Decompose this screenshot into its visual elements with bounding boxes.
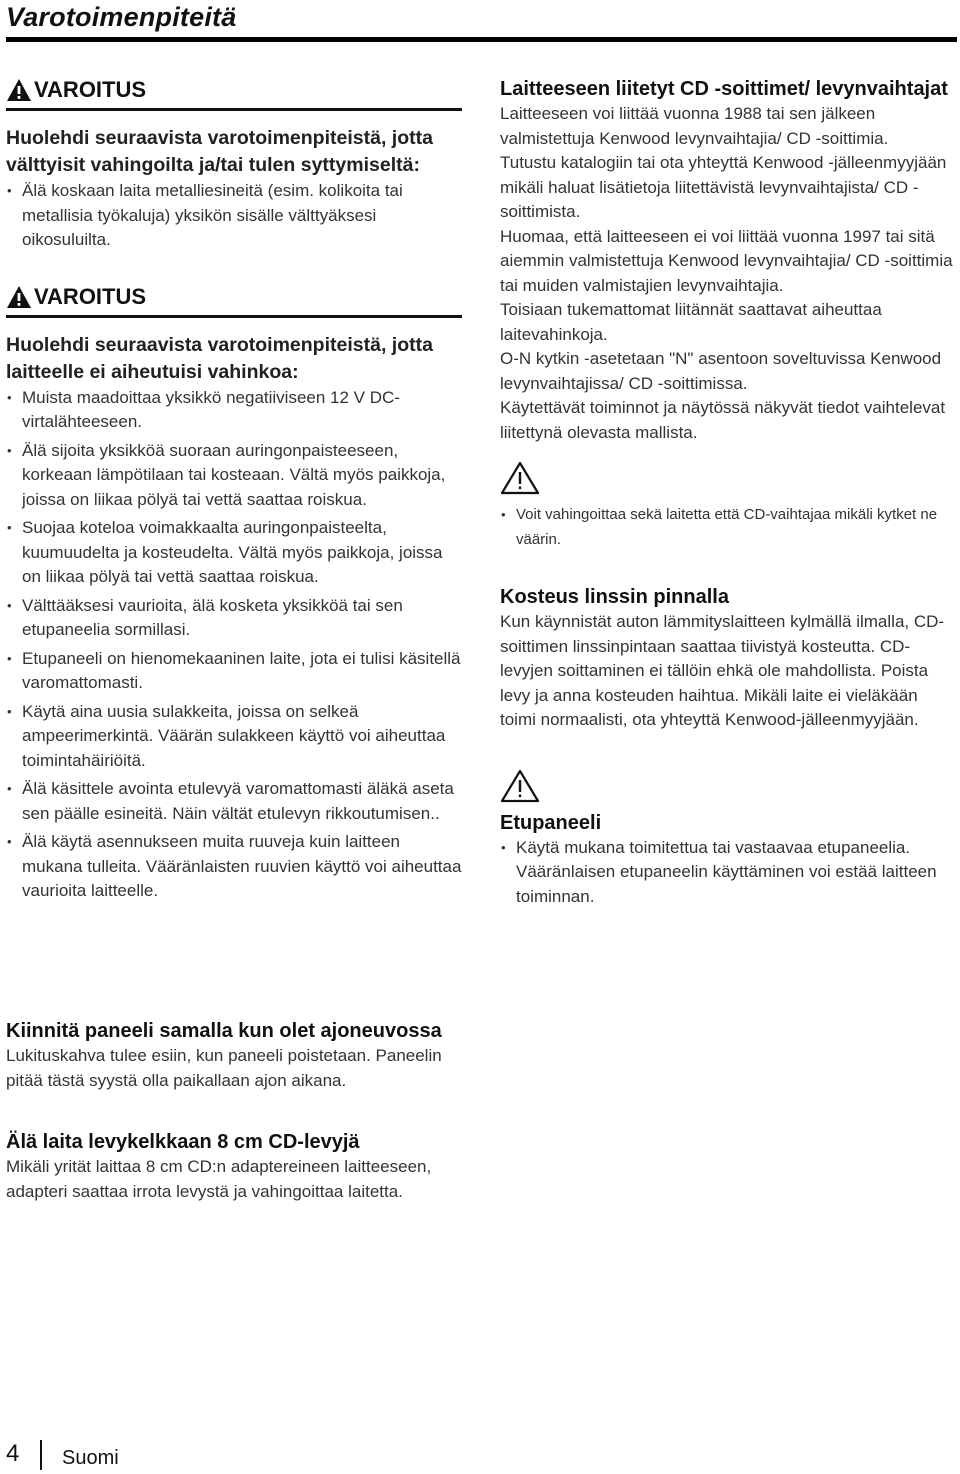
warning-rule: [6, 108, 462, 111]
paragraph: Toisiaan tukemattomat liitännät saattavat aiheuttaa laitevahinkoja.: [500, 300, 882, 344]
paragraph: Käytettävät toiminnot ja näytössä näkyvät tiedot vaihtelevat liitettynä olevasta mallista.: [500, 398, 946, 442]
right-column: [500, 76, 958, 913]
list-item: • Muista maadoittaa yksikkö negatiiviseen 12 V DC-virtalähteeseen.: [6, 386, 462, 435]
list-item: • Älä käytä asennukseen muita ruuveja kuin laitteen mukana tulleita. Vääränlaisten ruuvien käyttö voi aiheuttaa vaurioita laitteelle.: [6, 830, 462, 904]
cd8-section: [6, 1129, 462, 1204]
caution-bullets: [500, 502, 958, 552]
warning-block-1: [6, 76, 462, 253]
section-text: Kun käynnistät auton lämmityslaitteen kylmällä ilmalla, CD-soittimen linssinpintaan saattaa tiivistyä kosteutta. CD-levyjen soittaminen ei tällöin ehkä ole mahdollista. Poista levy ja anna kosteuden haihtua. Mikäli laite ei vieläkään toimi normaalisti, ota yhteyttä Kenwood-jälleenmyyjään.: [500, 612, 945, 729]
caution-block: [500, 461, 958, 552]
footer-separator: [40, 1440, 42, 1470]
section-heading: Laitteeseen liitetyt CD -soittimet/ levynvaihtajat: [500, 78, 948, 100]
list-item: • Välttääksesi vaurioita, älä kosketa yksikköä tai sen etupaneelia sormillasi.: [6, 594, 462, 643]
left-column: [6, 76, 462, 908]
warning-rule: [6, 315, 462, 318]
page-number: 4: [6, 1440, 20, 1467]
paragraph: O-N kytkin -asetetaan "N" asentoon soveltuvissa Kenwood levynvaihtajissa/ CD -soittimissa.: [500, 349, 942, 393]
faceplate-section: [500, 769, 958, 910]
list-item: • Älä koskaan laita metalliesineitä (esim. kolikoita tai metallisia työkaluja) yksikön sisälle välttyäksesi oikosuluilta.: [6, 179, 462, 253]
section-text: Lukituskahva tulee esiin, kun paneeli poistetaan. Paneelin pitää tästä syystä olla paikallaan ajon aikana.: [6, 1046, 442, 1090]
warning-triangle-icon: [6, 285, 32, 309]
list-item: • Älä käsittele avointa etulevyä varomattomasti äläkä aseta sen päälle esineitä. Näin vältät etulevyn rikkoutumisen..: [6, 777, 462, 826]
panel-section: [6, 1018, 462, 1093]
section-heading: Älä laita levykelkkaan 8 cm CD-levyjä: [6, 1131, 360, 1153]
faceplate-bullets: [500, 836, 958, 910]
changer-section: [500, 76, 958, 445]
warning-heading: Huolehdi seuraavista varotoimenpiteistä, jotta laitteelle ei aiheutuisi vahinkoa:: [6, 333, 433, 383]
warning-label: VAROITUS: [34, 283, 147, 309]
list-item: • Etupaneeli on hienomekaaninen laite, jota ei tulisi käsitellä varomattomasti.: [6, 647, 462, 696]
paragraph: Laitteeseen voi liittää vuonna 1988 tai sen jälkeen valmistettuja Kenwood levynvaihtajia/ CD -soittimia.: [500, 104, 889, 148]
warning-header: [6, 283, 462, 311]
list-item: • Suojaa koteloa voimakkaalta auringonpaisteelta, kuumuudelta ja kosteudelta. Vältä myös paikkoja, joissa on liikaa pölyä tai vettä saattaa roiskua.: [6, 516, 462, 590]
paragraph: Tutustu katalogiin tai ota yhteyttä Kenwood -jälleenmyyjään mikäli haluat lisätietoja liitettävistä levynvaihtajista/ CD -soittimista.: [500, 153, 947, 221]
warning-block-2: [6, 283, 462, 904]
paragraph: Huomaa, että laitteeseen ei voi liittää vuonna 1997 tai sitä aiemmin valmistettuja Kenwood levynvaihtajia/ CD -soittimia tai muiden valmistajien levynvaihtajia.: [500, 226, 953, 295]
list-item: • Älä sijoita yksikköä suoraan auringonpaisteeseen, korkeaan lämpötilaan tai kosteaan. Vältä myös paikkoja, joissa on liikaa pölyä tai vettä saattaa roiskua.: [6, 439, 462, 513]
warning-bullets: [6, 386, 462, 904]
bottom-left-column: [6, 1018, 462, 1204]
list-item: • Käytä mukana toimitettua tai vastaavaa etupaneelia. Vääränlaisen etupaneelin käyttäminen voi estää laitteen toiminnan.: [500, 836, 958, 910]
warning-header: [6, 76, 462, 104]
section-heading: Etupaneeli: [500, 811, 602, 834]
title-rule: [6, 37, 957, 42]
caution-triangle-icon: [500, 482, 540, 499]
footer-language: Suomi: [62, 1447, 119, 1469]
warning-bullets: [6, 179, 462, 253]
section-heading: Kiinnitä paneeli samalla kun olet ajoneuvossa: [6, 1020, 442, 1042]
list-item: • Voit vahingoittaa sekä laitetta että CD-vaihtajaa mikäli kytket ne väärin.: [500, 502, 958, 552]
list-item: • Käytä aina uusia sulakkeita, joissa on selkeä ampeerimerkintä. Väärän sulakkeen käyttö voi aiheuttaa toimintahäiriöitä.: [6, 700, 462, 774]
section-heading: Kosteus linssin pinnalla: [500, 586, 729, 608]
caution-triangle-icon: [500, 790, 540, 807]
page-title: Varotoimenpiteitä: [6, 2, 237, 32]
moisture-section: [500, 584, 958, 733]
warning-heading: Huolehdi seuraavista varotoimenpiteistä, jotta välttyisit vahingoilta ja/tai tulen syttymiseltä:: [6, 127, 433, 176]
section-text: Mikäli yrität laittaa 8 cm CD:n adaptereineen laitteeseen, adapteri saattaa irrota levystä ja vahingoittaa laitetta.: [6, 1157, 432, 1201]
warning-label: VAROITUS: [34, 77, 147, 102]
warning-triangle-icon: [6, 78, 32, 102]
